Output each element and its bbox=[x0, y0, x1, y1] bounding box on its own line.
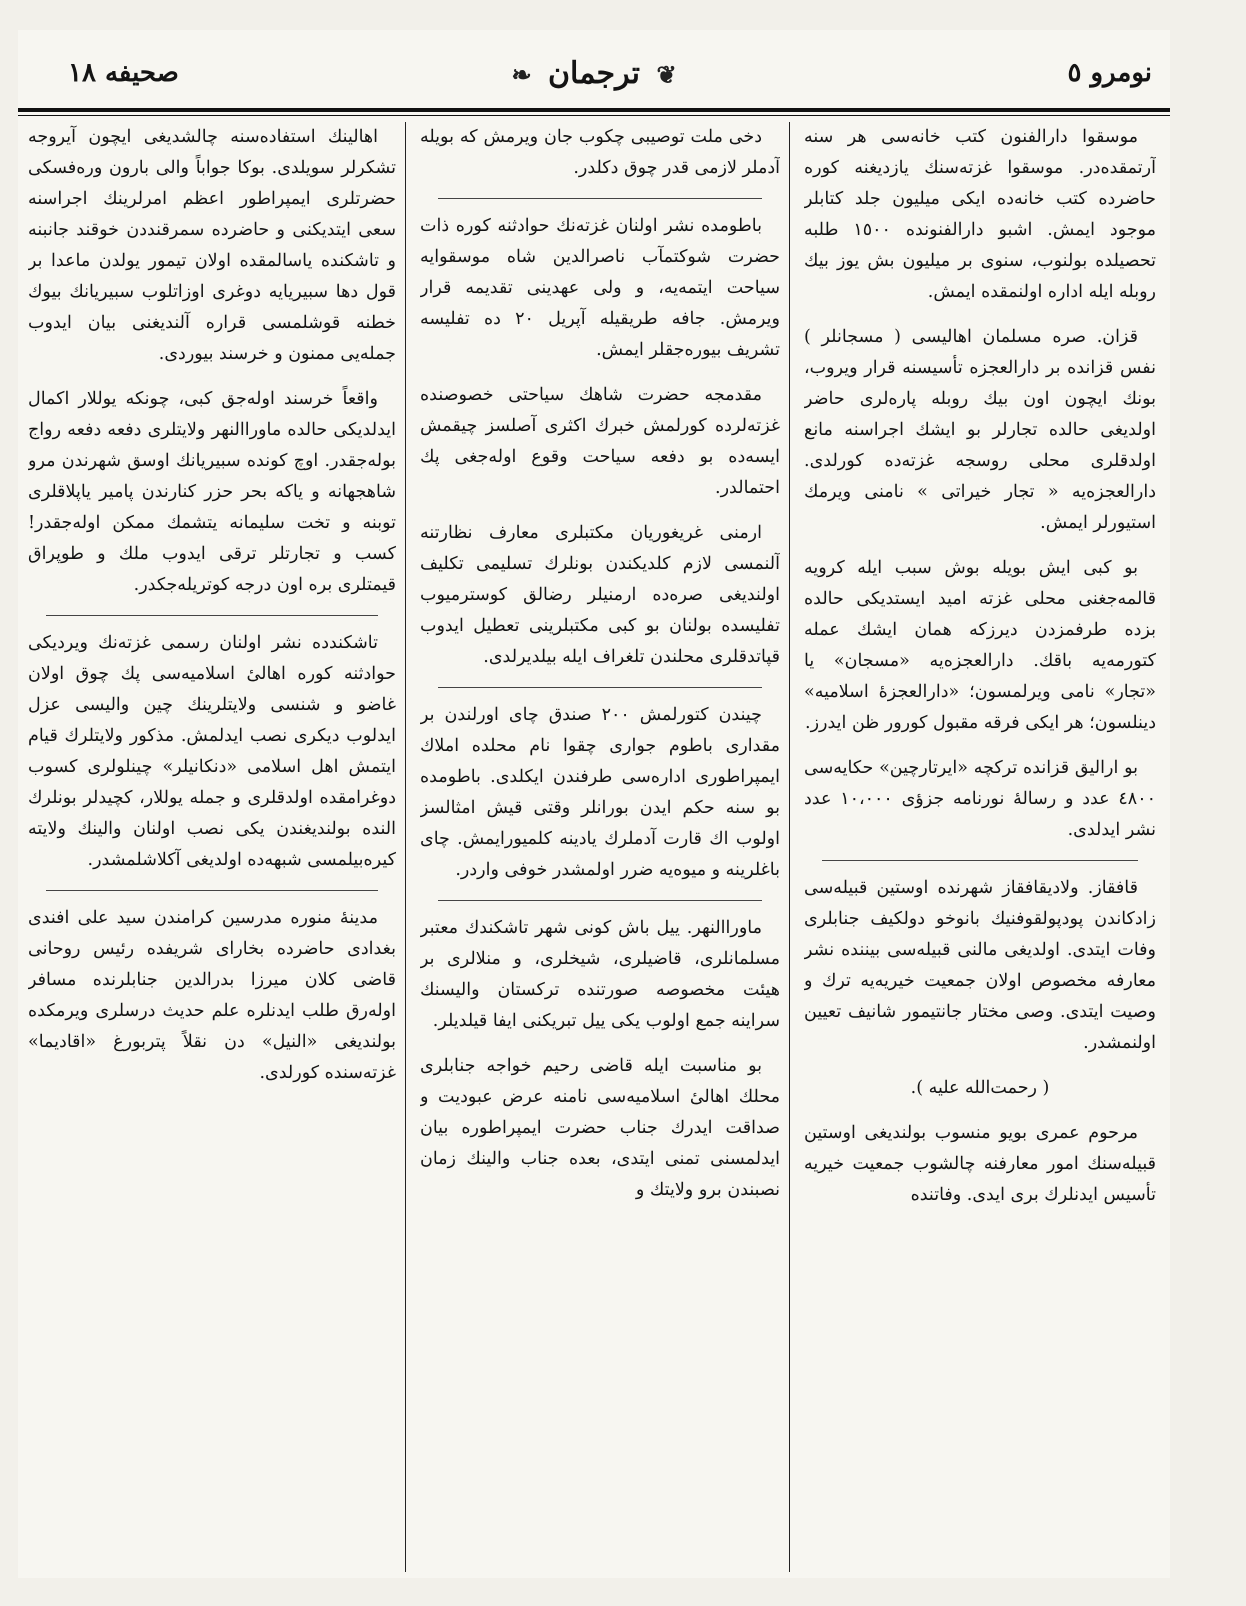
divider bbox=[46, 615, 377, 616]
article-paragraph: ( رحمت‌الله عليه ). bbox=[910, 1078, 1050, 1098]
article-paragraph: دخی ملت توصيبی چكوب جان ويرمش كه بويله آدملر لازمی قدر چوق دكلدر. bbox=[420, 127, 780, 178]
article-columns bbox=[18, 122, 1170, 1572]
article-paragraph: بو مناسبت ايله قاضی رحيم خواجه جنابلری محلك اهالیٔ اسلاميه‌سی نامنه عرض عبوديت و صداقت ايدرك جناب حضرت ايمپراطوره بيان ايدلمسنی تمنی ايتدی، بعده جناب والينك زمان نصبندن برو ولايتك و bbox=[420, 1056, 780, 1200]
article-paragraph: قزان. صره مسلمان اهاليسی ( مسجانلر ) نفس قزانده بر دارالعجزه تأسيسنه قرار ويروب، بونك ايچون اون بيك روبله پاره‌لری حاضر اولديغی حالده تجارلر بو ايشك اجراسنه مانع اولدقلری محلی روسجه غزته‌ده كورلدی. دارالعجزه‌يه « تجار خيراتی » نامنی ويرمك استيورلر ايمش. bbox=[804, 327, 1156, 533]
article-paragraph: ارمنی غريغوريان مكتبلری معارف نظارتنه آلنمسی لازم كلديكندن بونلرك تسليمی تكليف اولنديغی صره‌ده ارمنيلر رضالق كوسترميوب تفليسده بولنان بو كبی مكتبلرينی تعطيل ايدوب قپاتدقلری محلندن تلغراف ايله بيلديرلدی. bbox=[420, 523, 780, 667]
article-paragraph: قافقاز. ولاديقافقاز شهرنده اوستين قبيله‌سی زادكاندن پودپولقوفنيك بانوخو دولكيف جنابلری وفات ايتدی. اولديغی مالنی قبيله‌سی بيننده نشر معارفه مخصوص اولان جمعيت خيريه‌يه ترك و وصيت ايتدی. وصی مختار جانتيمور شانيف تعيين اولنمشدر. bbox=[804, 878, 1156, 1053]
masthead bbox=[18, 56, 1170, 91]
ornament-right-icon: ❦ bbox=[656, 60, 677, 89]
divider bbox=[822, 860, 1139, 861]
article-paragraph: واقعاً خرسند اوله‌جق كبی، چونكه يوللار اكمال ايدلديكی حالده ماوراالنهر ولايتلری دفعه دفعه رواج بوله‌جقدر. اوچ كونده سبيريانك اوسق شهرندن مرو شاهجهانه و ياكه بحر حزر كنارندن پامير ياپلاقلری توبنه و تخت سليمانه يتشمك ممكن اوله‌جقدر! كسب و تجارتلر ترقی ايدوب ملك و طوپراق قيمتلری بره اون درجه كوتريله‌جكدر. bbox=[28, 389, 396, 595]
article-paragraph: بو اراليق قزانده تركچه «ايرتارچين» حكايه‌سی ٤٨٠٠ عدد و رسالهٔ نورنامه جزؤی ١٠،٠٠٠ عدد نشر ايدلدی. bbox=[804, 758, 1156, 840]
column-left bbox=[28, 122, 396, 1572]
article-paragraph: چيندن كتورلمش ٢٠٠ صندق چای اورلندن بر مقداری باطوم جواری چقوا نام محلده املاك ايمپراطوری اداره‌سی طرفندن ايكلدی. باطومده بو سنه حكم ايدن بورانلر وقتی قيش امثالسز اولوب اك قارت آدملرك يادينه كلميورايمش. چای باغلرينه و ميوه‌يه ضرر اولمشدر خوفی واردر. bbox=[420, 705, 780, 880]
page-number: صحيفه ١٨ bbox=[68, 58, 179, 88]
column-rule bbox=[405, 122, 406, 1572]
article-paragraph: ماوراالنهر. ييل باش كونی شهر تاشكندك معتبر مسلمانلری، قاضيلری، شيخلری، و منلالری بر هيئت مخصوصه صورتنده تركستان واليسنك سراينه جمع اولوب يكی ييل تبريكنی ايفا قيلديلر. bbox=[420, 918, 780, 1031]
newspaper-title: ترجمان bbox=[548, 56, 640, 91]
newspaper-page bbox=[18, 30, 1170, 1578]
article-paragraph: بو كبی ايش بويله بوش سبب ايله كرويه قالمه‌جغنی محلی غزته اميد ايستديكی حالده بزده طرفمزدن ديرزكه همان ايشك عمله كتورمه‌يه باقك. دارالعجزه‌يه «مسجان» يا «تجار» نامی ويرلمسون؛ «دارالعجزهٔ اسلاميه» دينلسون؛ هر ايكی فرقه مقبول كورور ظن ايدرز. bbox=[804, 558, 1156, 733]
article-paragraph: تاشكندده نشر اولنان رسمی غزته‌نك ويرديكی حوادثنه كوره اهالیٔ اسلاميه‌سی پك چوق اولان غاضو و شنسی ولايتلرينك چين واليسی عزل ايدلوب ديكری نصب ايدلمش. مذكور ولايتلرك قيام ايتمش اهل اسلامی «دنكانيلر» چينلولری كسوب دوغرامقده اولدقلری و جمله يوللار، كچيدلر بونلرك النده بولنديغندن يكی نصب اولنان والينك ولايته كيره‌بيلمسی شبهه‌ده اولديغی آكلاشلمشدر. bbox=[28, 633, 396, 870]
column-rule bbox=[789, 122, 790, 1572]
article-paragraph: باطومده نشر اولنان غزته‌نك حوادثنه كوره ذات حضرت شوكتمآب ناصرالدين شاه موسقوايه سياحت ايتمه‌يه، و ولی عهدينی تقديمه قرار ويرمش. جافه طريقيله آپريل ٢٠ ده تفليسه تشريف بيوره‌جقلر ايمش. bbox=[420, 216, 780, 360]
article-paragraph: موسقوا دارالفنون كتب خانه‌سی هر سنه آرتمقده‌در. موسقوا غزته‌سنك يازديغنه كوره حاضرده كتب خانه‌ده ايكی ميليون جلد كتابلر موجود ايمش. اشبو دارالفنونده ١٥٠٠ طلبه تحصيلده بولنوب، سنوی بر ميليون بش يوز بيك روبله ايله اداره اولنمقده ايمش. bbox=[804, 127, 1156, 302]
page-header bbox=[18, 48, 1170, 108]
header-rule bbox=[18, 108, 1170, 116]
article-paragraph: مقدمجه حضرت شاهك سياحتی خصوصنده غزته‌لرده كورلمش خبرك اكثری آصلسز چيقمش ايسه‌ده بو دفعه سياحت وقوع اوله‌جغی پك احتمالدر. bbox=[420, 385, 780, 498]
article-paragraph: اهالينك استفاده‌سنه چالشديغی ايچون آيروجه تشكرلر سويلدی. بوكا جواباً والی بارون وره‌فسكی حضرتلری ايمپراطور اعظم امرلرينك اجراسنه سعی ايتديكنی و حاضرده سمرقنددن خوقند جانبنه و تاشكنده ياسالمقده اولان تيمور يولدن ماعدا بر قول دها سبيريايه دوغری اوزاتلوب سبيريانك بيوك خطنه قوشلمسی قراره آلنديغنی بيان ايدوب جمله‌يی ممنون و خرسند بيوردی. bbox=[28, 127, 396, 364]
divider bbox=[46, 890, 377, 891]
article-paragraph: مرحوم عمری بويو منسوب بولنديغی اوستين قبيله‌سنك امور معارفنه چالشوب جمعيت خيريه تأسيس ايدنلرك بری ايدی. وفاتنده bbox=[804, 1123, 1156, 1205]
issue-number: نومرو ٥ bbox=[1067, 58, 1152, 88]
divider bbox=[438, 900, 762, 901]
divider bbox=[438, 198, 762, 199]
ornament-left-icon: ❧ bbox=[511, 60, 532, 89]
column-right bbox=[804, 122, 1156, 1572]
article-paragraph: مدينهٔ منوره مدرسين كرامندن سيد علی افندی بغدادی حاضرده بخارای شريفده رئيس روحانی قاضی كلان ميرزا بدرالدين جنابلرنده مسافر اوله‌رق طلب ايدنلره علم حديث درسلری ويرمكده بولنديغی «النيل» دن نقلاً پتربورغ «اقاديما» غزته‌سنده كورلدی. bbox=[28, 908, 396, 1083]
divider bbox=[438, 687, 762, 688]
column-middle bbox=[420, 122, 780, 1572]
